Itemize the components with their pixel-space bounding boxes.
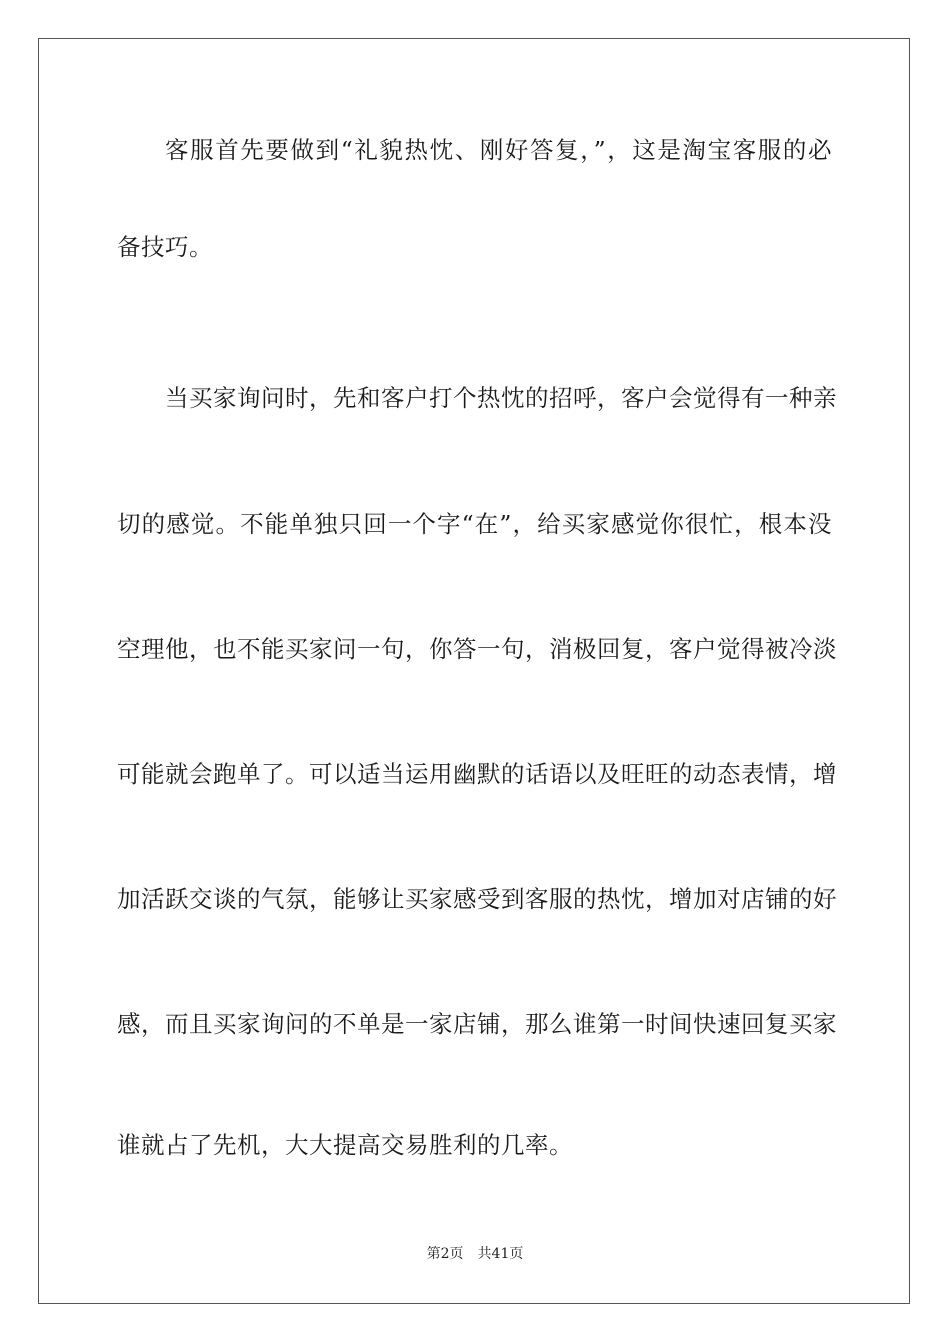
paragraph-2-line-7: 谁就占了先机，大大提高交易胜利的几率。 bbox=[117, 1131, 573, 1159]
page-border bbox=[38, 38, 910, 1304]
paragraph-2-line-2: 切的感觉。不能单独只回一个字“在”，给买家感觉你很忙，根本没 bbox=[117, 510, 832, 538]
page-total: 共41页 bbox=[477, 1246, 524, 1262]
paragraph-2-line-3: 空理他，也不能买家问一句，你答一句，消极回复，客户觉得被冷淡 bbox=[117, 635, 837, 663]
paragraph-1-line-2: 备技巧。 bbox=[117, 233, 213, 261]
paragraph-2-line-5: 加活跃交谈的气氛，能够让买家感受到客服的热忱，增加对店铺的好 bbox=[117, 885, 837, 913]
paragraph-2-line-4: 可能就会跑单了。可以适当运用幽默的话语以及旺旺的动态表情，增 bbox=[117, 760, 837, 788]
paragraph-2-line-1: 当买家询问时，先和客户打个热忱的招呼，客户会觉得有一种亲 bbox=[165, 384, 837, 412]
page-footer bbox=[0, 1244, 950, 1264]
paragraph-2-line-6: 感，而且买家询问的不单是一家店铺，那么谁第一时间快速回复买家 bbox=[117, 1010, 837, 1038]
paragraph-1-line-1: 客服首先要做到“礼貌热忱、刚好答复，”，这是淘宝客服的必 bbox=[165, 136, 832, 164]
page-number: 第2页 bbox=[426, 1246, 464, 1262]
